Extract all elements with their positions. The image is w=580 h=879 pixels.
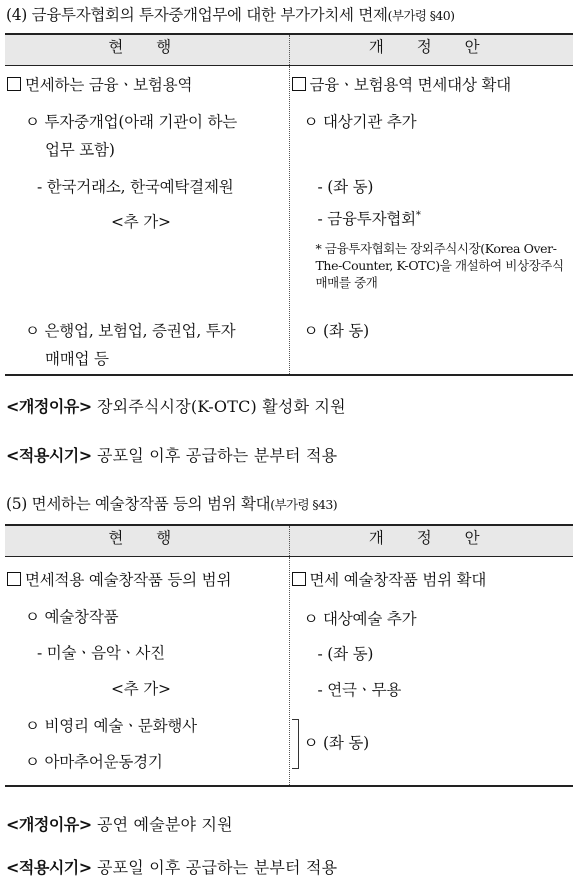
column-header-current: 현 행 [5, 34, 289, 66]
revised-title: 면세 예술창작품 범위 확대 [292, 568, 487, 590]
reason-5: <개정이유> 공연 예술분야 지원 [6, 815, 233, 834]
column-header-revised: 개 정 안 [289, 525, 573, 557]
revised-item-1: ㅇ 대상예술 추가 [303, 610, 417, 628]
bracket-icon [292, 719, 299, 769]
current-item-1-add: <추 가> [111, 213, 171, 231]
section-5-heading [6, 492, 337, 514]
reason-4: <개정이유> 장외주식시장(K-OTC) 활성화 지원 [6, 397, 346, 416]
section-4-heading [6, 3, 454, 25]
checkbox-square-icon [7, 77, 21, 91]
current-title: 면세하는 금융ㆍ보험용역 [7, 73, 192, 95]
current-item-1: ㅇ 투자중개업(아래 기관이 하는 [25, 113, 238, 131]
timing-4: <적용시기> 공포일 이후 공급하는 분부터 적용 [6, 446, 338, 465]
revised-item-1-added: - 금융투자협회* [317, 209, 421, 228]
current-item-1-sub: - 한국거래소, 한국예탁결제원 [37, 178, 234, 196]
comparison-table-4 [5, 33, 573, 376]
current-item-2: ㅇ 비영리 예술ㆍ문화행사 [25, 717, 197, 735]
revised-rule-cell [289, 66, 573, 376]
current-item-2-cont: 매매업 등 [45, 350, 109, 368]
current-rule-cell [5, 557, 289, 787]
section-4-title: (4) 금융투자협회의 투자중개업무에 대한 부가가치세 면제 [6, 6, 388, 24]
timing-5: <적용시기> 공포일 이후 공급하는 분부터 적용 [6, 858, 338, 877]
current-item-1-cont: 업무 포함) [45, 141, 115, 159]
revised-item-2: ㅇ (좌 동) [303, 322, 369, 340]
revised-item-1-sub: - (좌 동) [317, 178, 374, 196]
revised-title: 금융ㆍ보험용역 면세대상 확대 [292, 73, 512, 95]
current-item-1-sub: - 미술ㆍ음악ㆍ사진 [37, 644, 165, 662]
checkbox-square-icon [292, 77, 306, 91]
revised-item-1: ㅇ 대상기관 추가 [303, 113, 417, 131]
current-rule-cell [5, 66, 289, 376]
current-title: 면세적용 예술창작품 등의 범위 [7, 568, 231, 590]
footnote: * 금융투자협회는 장외주식시장(Korea Over-The-Counter, K-OTC)을 개설하여 비상장주식 매매를 중개 [315, 241, 564, 290]
comparison-table-5 [5, 524, 573, 787]
checkbox-square-icon [292, 572, 306, 586]
revised-item-2-3: ㅇ (좌 동) [303, 734, 369, 752]
current-item-2: ㅇ 은행업, 보험업, 증권업, 투자 [25, 322, 236, 340]
current-item-3: ㅇ 아마추어운동경기 [25, 753, 163, 771]
checkbox-square-icon [7, 572, 21, 586]
current-item-1-add: <추 가> [111, 680, 171, 698]
section-4-reference: (부가령 §40) [387, 8, 455, 23]
section-5-reference: (부가령 §43) [270, 497, 338, 512]
current-item-1: ㅇ 예술창작품 [25, 608, 119, 626]
revised-item-1-sub: - (좌 동) [317, 645, 374, 663]
column-header-revised: 개 정 안 [289, 34, 573, 66]
section-5-title: (5) 면세하는 예술창작품 등의 범위 확대 [6, 495, 271, 513]
revised-item-1-added: - 연극ㆍ무용 [317, 681, 402, 699]
revised-rule-cell [289, 557, 573, 787]
column-header-current: 현 행 [5, 525, 289, 557]
